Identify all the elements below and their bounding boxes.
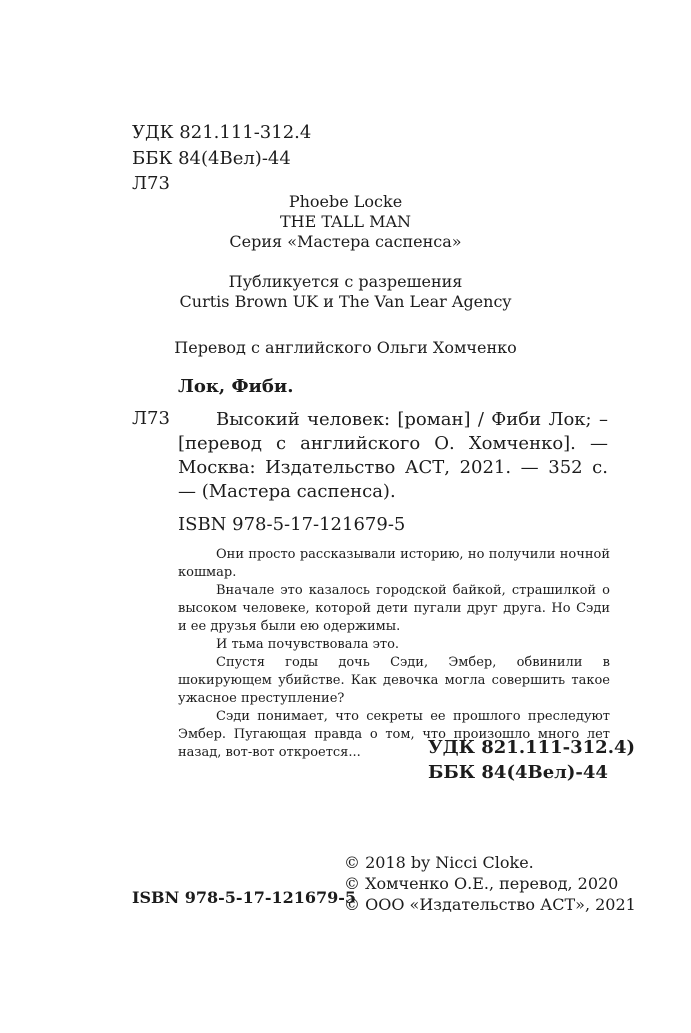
copyright-block [344,852,636,915]
annotation-paragraph: И тьма почувствовала это. [216,637,400,652]
permission-line-1: Публикуется с разрешения [228,272,463,291]
author-mark: Л73 [132,173,170,194]
annotation-paragraph: Они просто рассказывали историю, но получили ночной кошмар. [178,547,610,580]
copyright-line: © ООО «Издательство АСТ», 2021 [344,895,636,914]
bibliographic-text: Высокий человек: [роман] / Фиби Лок; – [перевод с английского О. Хомченко]. — Москва: Издательство АСТ, 2021. — 352 с. — (Мастера саспенса). [178,409,608,502]
footer-udk: УДК 821.111-312.4) [428,737,636,758]
bbk-code: ББК 84(4Вел)-44 [132,147,291,169]
permission-note [0,272,691,312]
copyright-line: © 2018 by Nicci Cloke. [344,853,534,872]
catalog-isbn: ISBN 978-5-17-121679-5 [178,514,406,535]
footer-classification [428,735,635,785]
series-name: Серия «Мастера саспенса» [229,232,462,251]
annotation-paragraph: Сэди понимает, что секреты ее прошлого преследуют Эмбер. Пугающая правда о том, что произошло много лет назад, вот-вот откроется... [178,709,610,760]
copyright-line: © Хомченко О.Е., перевод, 2020 [344,874,619,893]
translation-credit: Перевод с английского Ольги Хомченко [174,338,517,357]
classification-codes [132,120,311,197]
footer-bbk: ББК 84(4Вел)-44 [428,762,608,783]
catalog-author-mark: Л73 [132,408,170,429]
udk-code: УДК 821.111-312.4 [132,122,312,143]
annotation-paragraph: Вначале это казалось городской байкой, страшилкой о высоком человеке, которой дети пугали друг друга. Но Сэди и ее друзья были ею одержимы. [178,583,610,634]
bibliographic-description [178,408,608,504]
original-edition-info [0,192,691,252]
annotation-paragraph: Спустя годы дочь Сэди, Эмбер, обвинили в шокирующем убийстве. Как девочка могла совершить такое ужасное преступление? [178,655,610,706]
annotation [178,546,610,762]
catalog-author: Лок, Фиби. [178,376,294,397]
permission-line-2: Curtis Brown UK и The Van Lear Agency [179,292,512,311]
original-author: Phoebe Locke [288,192,403,211]
original-title: THE TALL MAN [279,212,411,231]
bottom-isbn: ISBN 978-5-17-121679-5 [132,888,357,907]
